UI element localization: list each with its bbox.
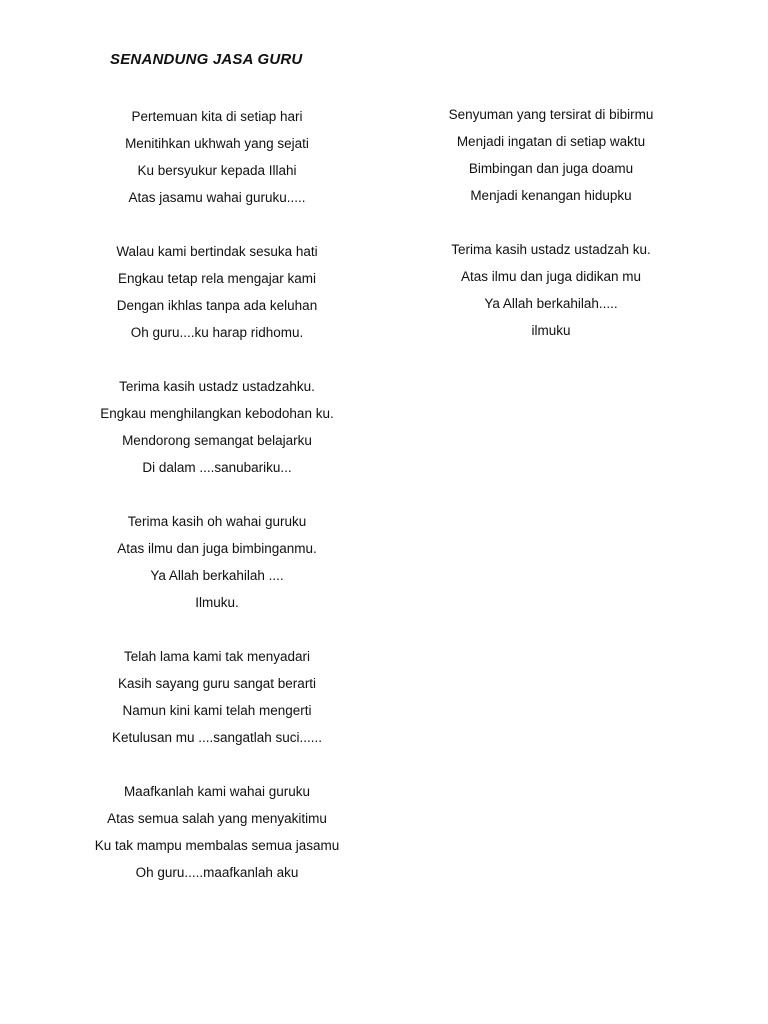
- right-column: [411, 104, 691, 374]
- poem-line: Mendorong semangat belajarku: [122, 433, 312, 448]
- poem-line: Ilmuku.: [195, 595, 239, 610]
- poem-line: Atas jasamu wahai guruku.....: [128, 190, 306, 205]
- poem-line: Ketulusan mu ....sangatlah suci......: [111, 730, 323, 745]
- poem-line: Ya Allah berkahilah ....: [150, 568, 284, 583]
- poem-line: Oh guru.....maafkanlah aku: [135, 865, 299, 880]
- poem-line: Maafkanlah kami wahai guruku: [123, 784, 311, 799]
- poem-line: Ya Allah berkahilah.....: [484, 296, 618, 311]
- stanza: [411, 239, 691, 347]
- poem-line: Namun kini kami telah mengerti: [122, 703, 312, 718]
- poem-line: Terima kasih ustadz ustadzah ku.: [451, 242, 651, 257]
- poem-line: Senyuman yang tersirat di bibirmu: [448, 107, 654, 122]
- poem-line: Bimbingan dan juga doamu: [468, 161, 634, 176]
- poem-line: Terima kasih oh wahai guruku: [127, 514, 307, 529]
- poem-line: Atas semua salah yang menyakitimu: [107, 811, 327, 826]
- poem-title: SENANDUNG JASA GURU: [110, 51, 303, 68]
- poem-line: Ku tak mampu membalas semua jasamu: [94, 838, 340, 853]
- poem-line: Pertemuan kita di setiap hari: [131, 109, 303, 124]
- poem-line: Atas ilmu dan juga bimbinganmu.: [117, 541, 317, 556]
- poem-line: Menjadi ingatan di setiap waktu: [456, 134, 646, 149]
- poem-line: Di dalam ....sanubariku...: [142, 460, 292, 475]
- poem-line: Menjadi kenangan hidupku: [470, 188, 632, 203]
- poem-line: Walau kami bertindak sesuka hati: [116, 244, 318, 259]
- left-column: [56, 106, 378, 916]
- poem-line: Dengan ikhlas tanpa ada keluhan: [116, 298, 318, 313]
- stanza: [56, 106, 378, 214]
- poem-line: Engkau menghilangkan kebodohan ku.: [100, 406, 334, 421]
- poem-line: Engkau tetap rela mengajar kami: [117, 271, 317, 286]
- poem-line: Atas ilmu dan juga didikan mu: [460, 269, 642, 284]
- poem-line: Oh guru....ku harap ridhomu.: [130, 325, 304, 340]
- stanza: [56, 781, 378, 889]
- poem-line: Telah lama kami tak menyadari: [123, 649, 311, 664]
- stanza: [411, 104, 691, 212]
- stanza: [56, 646, 378, 754]
- stanza: [56, 511, 378, 619]
- poem-line: Terima kasih ustadz ustadzahku.: [119, 379, 315, 394]
- poem-line: ilmuku: [531, 323, 571, 338]
- poem-line: Menitihkan ukhwah yang sejati: [125, 136, 309, 151]
- stanza: [56, 241, 378, 349]
- poem-line: Ku bersyukur kepada Illahi: [137, 163, 297, 178]
- poem-line: Kasih sayang guru sangat berarti: [117, 676, 317, 691]
- stanza: [56, 376, 378, 484]
